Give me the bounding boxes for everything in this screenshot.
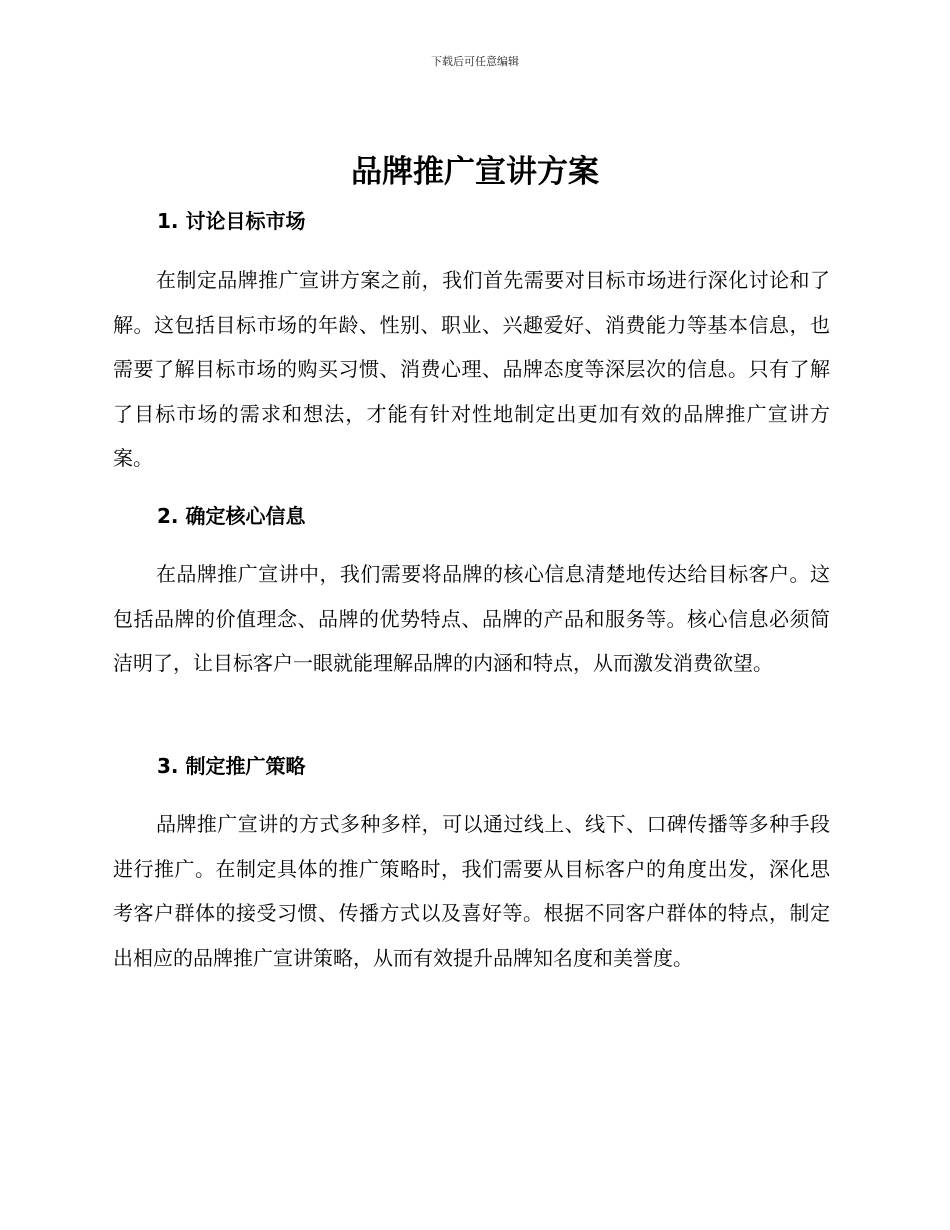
section-paragraph-3: 品牌推广宣讲的方式多种多样，可以通过线上、线下、口碑传播等多种手段进行推广。在制定具体的推广策略时，我们需要从目标客户的角度出发，深化思考客户群体的接受习惯、传播方式以及喜好等。根据不同客户群体的特点，制定出相应的品牌推广宣讲策略，从而有效提升品牌知名度和美誉度。 xyxy=(113,812,830,970)
section-paragraph-2: 在品牌推广宣讲中，我们需要将品牌的核心信息清楚地传达给目标客户。这包括品牌的价值理念、品牌的优势特点、品牌的产品和服务等。核心信息必须简洁明了，让目标客户一眼就能理解品牌的内涵和特点，从而激发消费欲望。 xyxy=(113,562,830,675)
section-heading-1: 1. 讨论目标市场 xyxy=(157,209,306,233)
section-heading-3: 3. 制定推广策略 xyxy=(157,754,306,778)
document-title: 品牌推广宣讲方案 xyxy=(351,154,599,190)
header-note: 下载后可任意编辑 xyxy=(431,55,519,68)
section-heading-2: 2. 确定核心信息 xyxy=(157,504,306,528)
section-paragraph-1: 在制定品牌推广宣讲方案之前，我们首先需要对目标市场进行深化讨论和了解。这包括目标市场的年龄、性别、职业、兴趣爱好、消费能力等基本信息，也需要了解目标市场的购买习惯、消费心理、品牌态度等深层次的信息。只有了解了目标市场的需求和想法，才能有针对性地制定出更加有效的品牌推广宣讲方案。 xyxy=(113,268,830,470)
